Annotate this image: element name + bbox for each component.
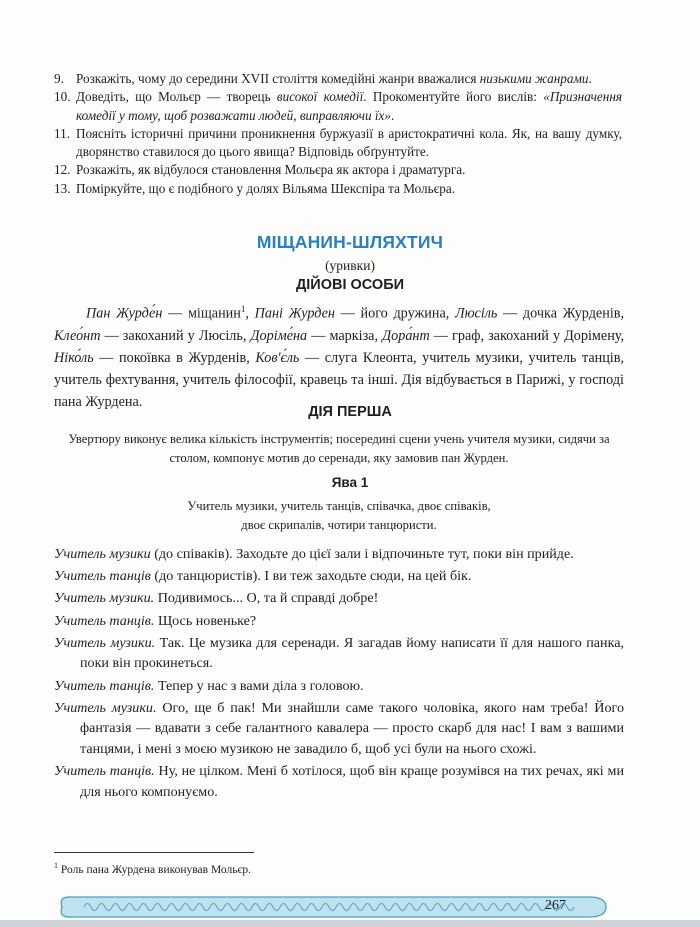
question-item	[54, 180, 622, 198]
speaker: Учитель танців.	[54, 612, 155, 629]
text-run: Доведіть, що Мольєр — творець	[76, 89, 277, 105]
dialogue-line	[54, 676, 624, 697]
emphasis-text: «Призначення комедії у тому, щоб розважати людей, виправляючи їх»	[76, 89, 622, 123]
characters-heading: ДІЙОВІ ОСОБИ	[295, 277, 405, 293]
footnote-marker: 1	[240, 304, 246, 314]
question-text	[76, 125, 622, 162]
speaker: Учитель музики.	[54, 634, 156, 651]
speech-text: Ну, не цілком. Мені б хотілося, щоб він краще розумівся на тих речах, які ми для нього компонуємо.	[80, 763, 624, 800]
question-list	[54, 70, 622, 198]
dialogue-line	[54, 611, 624, 632]
dialogue-line	[54, 761, 624, 802]
speech-text: (до танцюристів). І ви теж заходьте сюди, на цей бік.	[150, 568, 472, 585]
character-name: Ков'є́ль	[255, 349, 300, 366]
text-run: . Прокоментуйте його вислів:	[363, 89, 544, 105]
footnote-marker: 1	[54, 861, 58, 870]
footnote-text: Роль пана Журдена виконував Мольєр.	[58, 863, 252, 876]
question-number: 12.	[54, 162, 71, 178]
scene-cast-line: Учитель музики, учитель танців, співачка, двоє співаків,	[187, 499, 491, 513]
character-description: — міщанин	[162, 305, 241, 322]
question-text	[76, 180, 622, 198]
speech-text: Подивимось... О, та й справді добре!	[154, 590, 379, 607]
character-name: Люсіль	[455, 305, 498, 322]
speaker: Учитель музики.	[54, 590, 155, 607]
character-description: — покоївка в Журденів,	[93, 349, 256, 366]
character-description: ,	[245, 305, 255, 322]
character-description: — закоханий у Люсіль,	[100, 327, 251, 344]
question-number: 11.	[54, 125, 70, 141]
character-description: — слуга Клеонта, учитель музики, учитель танців, учитель фехтування, учитель філософії, кравець та інші. Дія відбувається в Парижі, у господі пана Журдена.	[54, 349, 624, 410]
question-text	[76, 161, 622, 179]
question-item	[54, 125, 622, 162]
stage-direction: Увертюру виконує велика кількість інструментів; посередині сцени учень учителя музики, сидячи за столом, компонує мотив до серенади, яку замовив пан Журден.	[68, 432, 610, 465]
character-name: Клео́нт	[54, 327, 101, 344]
dialogue-line	[54, 698, 624, 760]
footnote-divider	[54, 852, 254, 853]
characters-paragraph	[54, 298, 624, 413]
text-run: Розкажіть, як відбулося становлення Мольєра як актора і драматурга.	[76, 162, 466, 178]
character-name: Пан Журде́н	[86, 305, 163, 322]
character-name: Пані Журден	[254, 305, 335, 322]
character-name: Дора́нт	[382, 327, 430, 344]
text-run: Розкажіть, чому до середини XVII століття комедійні жанри вважалися	[76, 71, 480, 86]
ornament-band	[54, 892, 614, 922]
speech-text: Ого, ще б пак! Ми знайшли саме такого чоловіка, якого нам треба! Його фантазія — вдавати з себе галантного кавалера — просто скарб для нас! І вам з вашими танцями, і мені з моєю музикою не завадило б, щоб усі були на нього схожі.	[80, 699, 624, 757]
text-run: .	[588, 71, 592, 86]
question-item	[54, 161, 622, 179]
scene-cast-line: двоє скрипалів, чотири танцюристи.	[241, 518, 437, 532]
character-name: Ніко́ль	[54, 349, 94, 366]
question-item	[54, 88, 622, 125]
question-text	[76, 88, 622, 125]
bottom-strip	[0, 920, 700, 927]
page-number: 267	[545, 898, 566, 913]
question-text	[76, 70, 622, 88]
speech-text: (до співаків). Заходьте до цієї зали і відпочиньте тут, поки він прийде.	[150, 546, 574, 562]
dialogue-line	[54, 566, 624, 587]
character-description: — граф, закоханий у Дорімену,	[429, 327, 625, 344]
speaker: Учитель музики.	[54, 699, 157, 716]
dialogue	[54, 544, 624, 804]
character-description: — дочка Журденів,	[497, 305, 625, 322]
dialogue-line	[54, 588, 624, 609]
question-number: 10.	[54, 89, 71, 105]
dialogue-line	[54, 544, 624, 565]
speaker: Учитель танців	[54, 568, 151, 585]
emphasis-text: високої комедії	[276, 89, 364, 105]
question-number: 9.	[54, 71, 64, 86]
emphasis-text: низькими жанрами	[479, 71, 589, 86]
character-description: — його дружина,	[334, 305, 456, 322]
play-subtitle: (уривки)	[325, 258, 375, 273]
text-run: Поясніть історичні причини проникнення буржуазії в аристократичні кола. Як, на вашу думку, дворянство ставилося до цього явища? Відповідь обґрунтуйте.	[76, 125, 622, 160]
speech-text: Щось новеньке?	[154, 612, 257, 629]
speech-text: Так. Це музика для серенади. Я загадав йому написати її для нашого панка, поки він прокинеться.	[80, 634, 624, 672]
play-title: МІЩАНИН-ШЛЯХТИЧ	[256, 232, 444, 252]
footnote	[54, 861, 251, 876]
text-run: Поміркуйте, що є подібного у долях Вільяма Шекспіра та Мольєра.	[76, 180, 456, 196]
character-name: Доріме́на	[250, 327, 308, 344]
speaker: Учитель танців.	[54, 763, 155, 780]
question-number: 13.	[54, 180, 71, 196]
scene-cast	[54, 497, 624, 535]
question-item	[54, 70, 622, 88]
text-run: .	[390, 107, 395, 123]
speaker: Учитель танців.	[54, 677, 155, 694]
scene-heading: Ява 1	[331, 475, 369, 490]
act-heading: ДІЯ ПЕРША	[308, 404, 392, 420]
speaker: Учитель музики	[54, 546, 151, 562]
speech-text: Тепер у нас з вами діла з головою.	[154, 677, 364, 694]
character-description: — маркіза,	[307, 327, 383, 344]
dialogue-line	[54, 633, 624, 674]
